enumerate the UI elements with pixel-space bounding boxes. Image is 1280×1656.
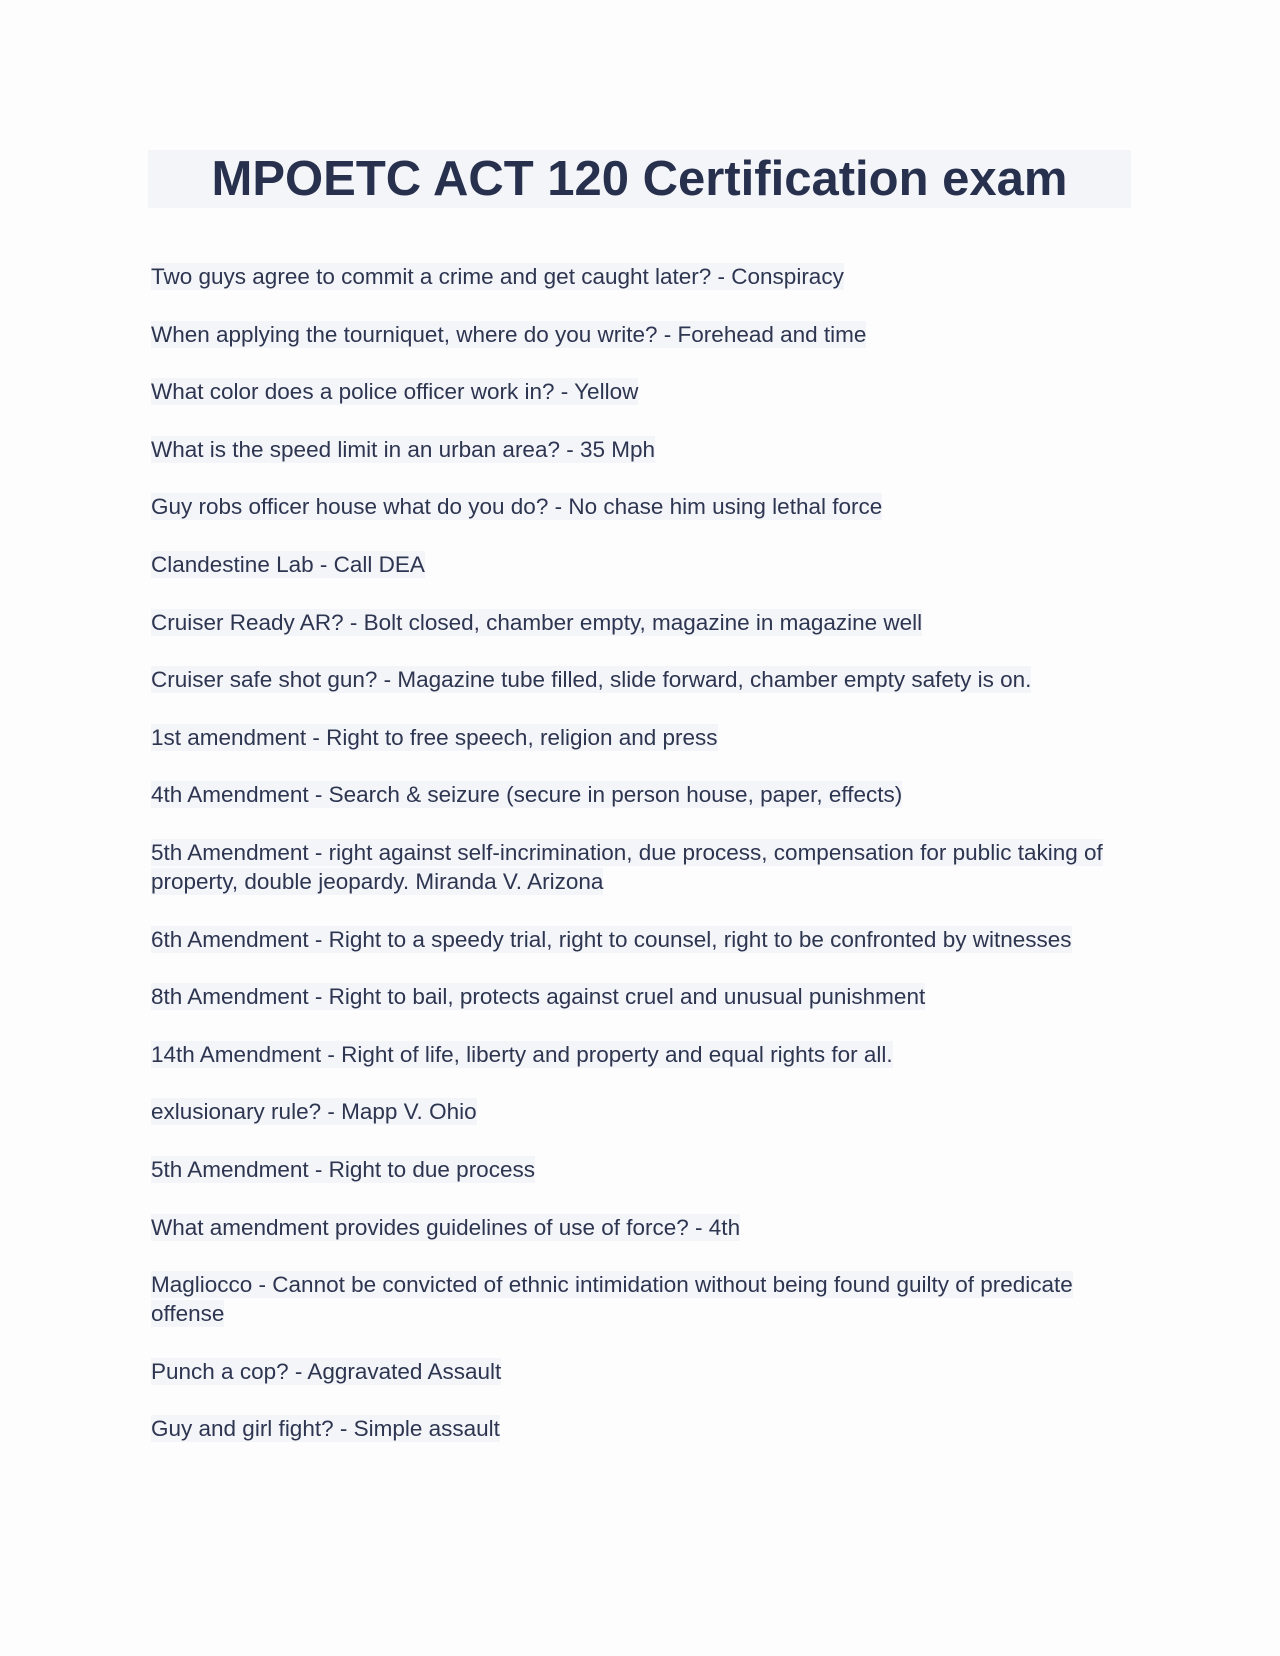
qa-item [151, 550, 1131, 579]
document-title: MPOETC ACT 120 Certification exam [211, 152, 1068, 206]
qa-item-text: Punch a cop? - Aggravated Assault [151, 1358, 502, 1384]
qa-item [151, 780, 1131, 809]
qa-item-text: exlusionary rule? - Mapp V. Ohio [151, 1099, 477, 1125]
qa-item-text: 5th Amendment - right against self-incrimination, due process, compensation for public taking of property, double jeopardy. Miranda V. Arizona [151, 839, 1103, 894]
qa-item [151, 435, 1131, 464]
qa-item [151, 925, 1131, 954]
qa-item [151, 1040, 1131, 1069]
qa-item-text: 1st amendment - Right to free speech, religion and press [151, 724, 718, 750]
qa-item-text: What color does a police officer work in? - Yellow [151, 379, 639, 405]
qa-item [151, 1213, 1131, 1242]
qa-item [151, 723, 1131, 752]
qa-item-text: 5th Amendment - Right to due process [151, 1156, 535, 1182]
qa-item [151, 262, 1131, 291]
qa-item-text: Cruiser Ready AR? - Bolt closed, chamber empty, magazine in magazine well [151, 609, 923, 635]
qa-item-text: Clandestine Lab - Call DEA [151, 551, 425, 577]
qa-item [151, 1414, 1131, 1443]
qa-item-text: What is the speed limit in an urban area? - 35 Mph [151, 436, 656, 462]
qa-item-text: 6th Amendment - Right to a speedy trial, right to counsel, right to be confronted by witnesses [151, 926, 1072, 952]
qa-item [151, 1357, 1131, 1386]
qa-item [151, 377, 1131, 406]
qa-list [151, 262, 1131, 1472]
qa-item-text: Cruiser safe shot gun? - Magazine tube filled, slide forward, chamber empty safety is on. [151, 667, 1032, 693]
qa-item-text: 8th Amendment - Right to bail, protects against cruel and unusual punishment [151, 984, 926, 1010]
qa-item [151, 1270, 1131, 1328]
qa-item [151, 982, 1131, 1011]
qa-item [151, 838, 1131, 896]
qa-item [151, 492, 1131, 521]
qa-item-text: Guy and girl fight? - Simple assault [151, 1416, 500, 1442]
qa-item [151, 608, 1131, 637]
qa-item-text: What amendment provides guidelines of use of force? - 4th [151, 1214, 741, 1240]
qa-item-text: Two guys agree to commit a crime and get caught later? - Conspiracy [151, 264, 844, 289]
qa-item-text: 14th Amendment - Right of life, liberty and property and equal rights for all. [151, 1041, 893, 1067]
title-banner [148, 150, 1131, 208]
qa-item-text: 4th Amendment - Search & seizure (secure in person house, paper, effects) [151, 782, 903, 808]
qa-item-text: Guy robs officer house what do you do? - No chase him using lethal force [151, 494, 883, 520]
qa-item [151, 1097, 1131, 1126]
qa-item-text: When applying the tourniquet, where do you write? - Forehead and time [151, 321, 867, 347]
qa-item-text: Magliocco - Cannot be convicted of ethnic intimidation without being found guilty of predicate offense [151, 1272, 1073, 1327]
qa-item [151, 1155, 1131, 1184]
qa-item [151, 320, 1131, 349]
qa-item [151, 665, 1131, 694]
